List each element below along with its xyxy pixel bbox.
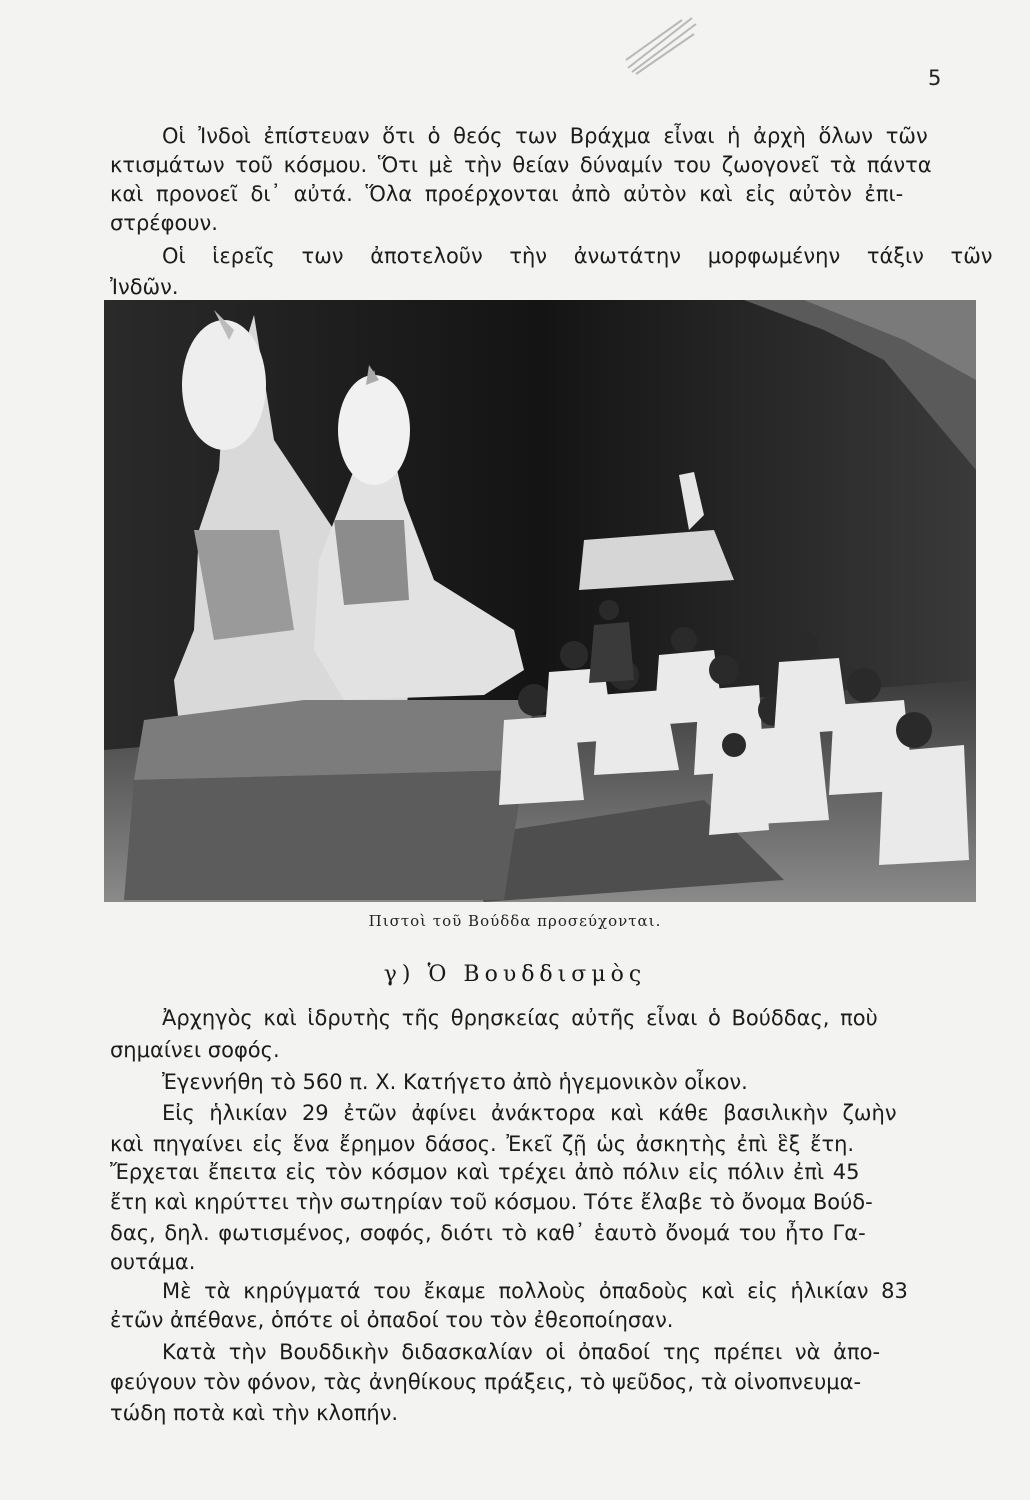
- text-line: Ἰνδῶν.: [110, 275, 179, 299]
- text-line: Ἐγεννήθη τὸ 560 π. Χ. Κατήγετο ἀπὸ ἡγεμονικὸν οἶκον.: [162, 1070, 748, 1094]
- text-line: Εἰς ἡλικίαν 29 ἐτῶν ἀφίνει ἀνάκτορα καὶ κάθε βασιλικὴν ζωὴν: [162, 1101, 897, 1125]
- text-line: κτισμάτων τοῦ κόσμου. Ὅτι μὲ τὴν θείαν δύναμίν του ζωογονεῖ τὰ πάντα: [110, 153, 932, 177]
- text-line: Οἱ Ἰνδοὶ ἐπίστευαν ὅτι ὁ θεός των Βράχμα εἶναι ἡ ἀρχὴ ὅλων τῶν: [162, 124, 928, 148]
- scratch-mark: [622, 10, 702, 80]
- text-line: Οἱ ἱερεῖς των ἀποτελοῦν τὴν ἀνωτάτην μορφωμένην τάξιν τῶν: [162, 244, 993, 268]
- photo-illustration: [104, 300, 976, 902]
- section-heading: γ) Ὁ Βουδδισμὸς: [383, 962, 647, 987]
- text-line: τώδη ποτὰ καὶ τὴν κλοπήν.: [110, 1401, 399, 1425]
- photo-caption: Πιστοὶ τοῦ Βούδδα προσεύχονται.: [368, 912, 662, 930]
- text-line: ἐτῶν ἀπέθανε, ὁπότε οἱ ὀπαδοί του τὸν ἐθεοποίησαν.: [110, 1308, 674, 1332]
- text-line: καὶ προνοεῖ δι᾽ αὐτά. Ὅλα προέρχονται ἀπὸ αὐτὸν καὶ εἰς αὐτὸν ἐπι-: [110, 182, 904, 206]
- text-line: φεύγουν τὸν φόνον, τὰς ἀνηθίκους πράξεις, τὸ ψεῦδος, τὰ οἰνοπνευμα-: [110, 1370, 862, 1394]
- text-line: Κατὰ τὴν Βουδδικὴν διδασκαλίαν οἱ ὀπαδοί της πρέπει νὰ ἀπο-: [162, 1340, 881, 1364]
- text-line: ἔτη καὶ κηρύττει τὴν σωτηρίαν τοῦ κόσμου. Τότε ἔλαβε τὸ ὄνομα Βούδ-: [110, 1190, 873, 1214]
- text-line: καὶ πηγαίνει εἰς ἕνα ἔρημον δάσος. Ἐκεῖ ζῇ ὡς ἀσκητὴς ἐπὶ ἓξ ἔτη.: [110, 1132, 855, 1156]
- text-line: Μὲ τὰ κηρύγματά του ἔκαμε πολλοὺς ὀπαδοὺς καὶ εἰς ἡλικίαν 83: [162, 1279, 908, 1303]
- text-line: Ἀρχηγὸς καὶ ἱδρυτὴς τῆς θρησκείας αὐτῆς εἶναι ὁ Βούδδας, ποὺ: [162, 1006, 878, 1030]
- text-line: σημαίνει σοφός.: [110, 1038, 280, 1062]
- page-number: 5: [928, 66, 942, 90]
- text-line: ουτάμα.: [110, 1250, 196, 1274]
- text-line: δας, δηλ. φωτισμένος, σοφός, διότι τὸ καθ᾽ ἑαυτὸ ὄνομά του ἦτο Γα-: [110, 1221, 866, 1245]
- text-line: Ἔρχεται ἔπειτα εἰς τὸν κόσμον καὶ τρέχει ἀπὸ πόλιν εἰς πόλιν ἐπὶ 45: [110, 1160, 860, 1184]
- text-line: στρέφουν.: [110, 211, 218, 235]
- photo-buddha-statues: [104, 300, 976, 902]
